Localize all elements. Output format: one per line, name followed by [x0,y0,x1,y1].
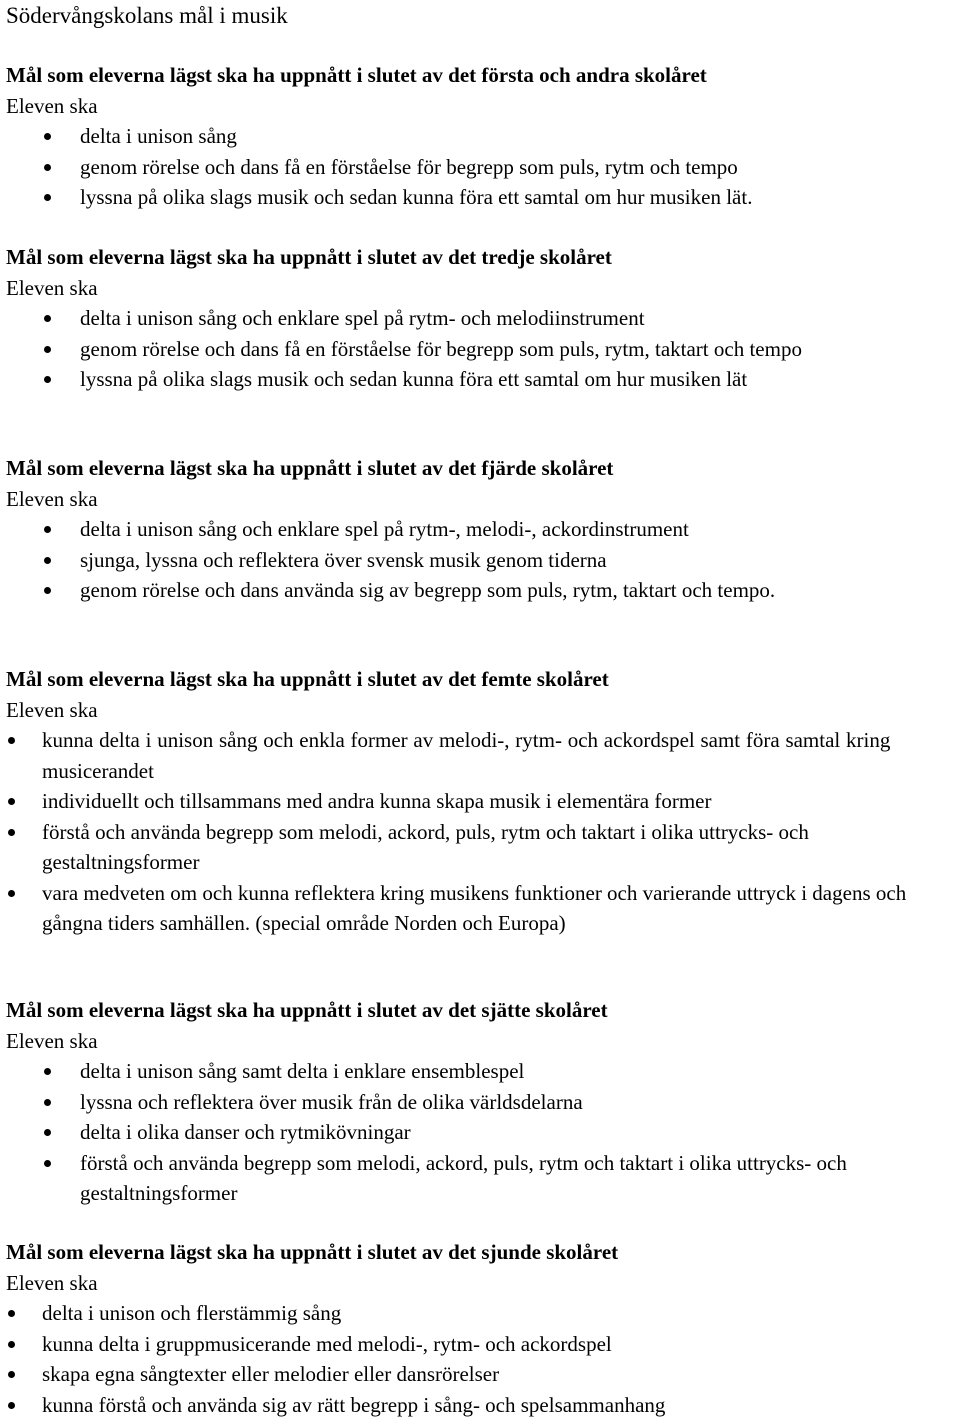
goal-item: förstå och använda begrepp som melodi, ackord, puls, rytm och taktart i olika uttrycks- och gestaltningsformer [6,817,960,878]
goal-item: genom rörelse och dans använda sig av begrepp som puls, rytm, taktart och tempo. [6,575,960,606]
goal-section-grade-6 [6,995,960,1209]
goal-item: delta i unison sång [6,121,960,152]
goal-item: skapa egna sångtexter eller melodier eller dansrörelser [6,1359,960,1390]
goal-item: delta i unison sång och enklare spel på rytm- och melodiinstrument [6,303,960,334]
goal-item: lyssna på olika slags musik och sedan kunna föra ett samtal om hur musiken lät [6,364,960,395]
goal-item: delta i olika danser och rytmikövningar [6,1117,960,1148]
goal-section-grade-1-2 [6,60,960,213]
section-heading: Mål som eleverna lägst ska ha uppnått i slutet av det fjärde skolåret [6,456,614,480]
goal-list [6,121,960,213]
section-heading: Mål som eleverna lägst ska ha uppnått i slutet av det sjunde skolåret [6,1240,619,1264]
section-heading: Mål som eleverna lägst ska ha uppnått i slutet av det femte skolåret [6,667,609,691]
section-heading: Mål som eleverna lägst ska ha uppnått i slutet av det första och andra skolåret [6,63,707,87]
goal-item: vara medveten om och kunna reflektera kring musikens funktioner och varierande uttryck i dagens och gångna tiders samhällen. (special område Norden och Europa) [6,878,960,939]
section-subheading: Eleven ska [6,94,98,118]
goal-section-grade-5 [6,664,960,939]
goal-list [6,514,960,606]
goal-item: förstå och använda begrepp som melodi, ackord, puls, rytm och taktart i olika uttrycks- och gestaltningsformer [6,1148,960,1209]
goal-item: genom rörelse och dans få en förståelse för begrepp som puls, rytm, taktart och tempo [6,334,960,365]
goal-list [6,1056,960,1209]
goal-item: delta i unison sång och enklare spel på rytm-, melodi-, ackordinstrument [6,514,960,545]
goal-item: kunna delta i unison sång och enkla former av melodi-, rytm- och ackordspel samt föra samtal kring musicerandet [6,725,960,786]
goal-section-grade-3 [6,242,960,395]
page-title: Södervångskolans mål i musik [6,3,288,28]
section-subheading: Eleven ska [6,1271,98,1295]
goal-list [6,303,960,395]
goal-section-grade-7 [6,1237,960,1420]
goal-item: genom rörelse och dans få en förståelse för begrepp som puls, rytm och tempo [6,152,960,183]
goal-list [6,725,960,939]
goal-item: delta i unison och flerstämmig sång [6,1298,960,1329]
goal-item: individuellt och tillsammans med andra kunna skapa musik i elementära former [6,786,960,817]
section-subheading: Eleven ska [6,487,98,511]
section-subheading: Eleven ska [6,1029,98,1053]
goal-item: kunna delta i gruppmusicerande med melodi-, rytm- och ackordspel [6,1329,960,1360]
goal-item: lyssna och reflektera över musik från de olika världsdelarna [6,1087,960,1118]
section-heading: Mål som eleverna lägst ska ha uppnått i slutet av det sjätte skolåret [6,998,608,1022]
goal-item: delta i unison sång samt delta i enklare ensemblespel [6,1056,960,1087]
goal-item: kunna förstå och använda sig av rätt begrepp i sång- och spelsammanhang [6,1390,960,1421]
section-subheading: Eleven ska [6,698,98,722]
section-heading: Mål som eleverna lägst ska ha uppnått i slutet av det tredje skolåret [6,245,612,269]
goal-item: lyssna på olika slags musik och sedan kunna föra ett samtal om hur musiken lät. [6,182,960,213]
section-subheading: Eleven ska [6,276,98,300]
goal-item: sjunga, lyssna och reflektera över svensk musik genom tiderna [6,545,960,576]
goal-section-grade-4 [6,453,960,606]
goal-list [6,1298,960,1420]
